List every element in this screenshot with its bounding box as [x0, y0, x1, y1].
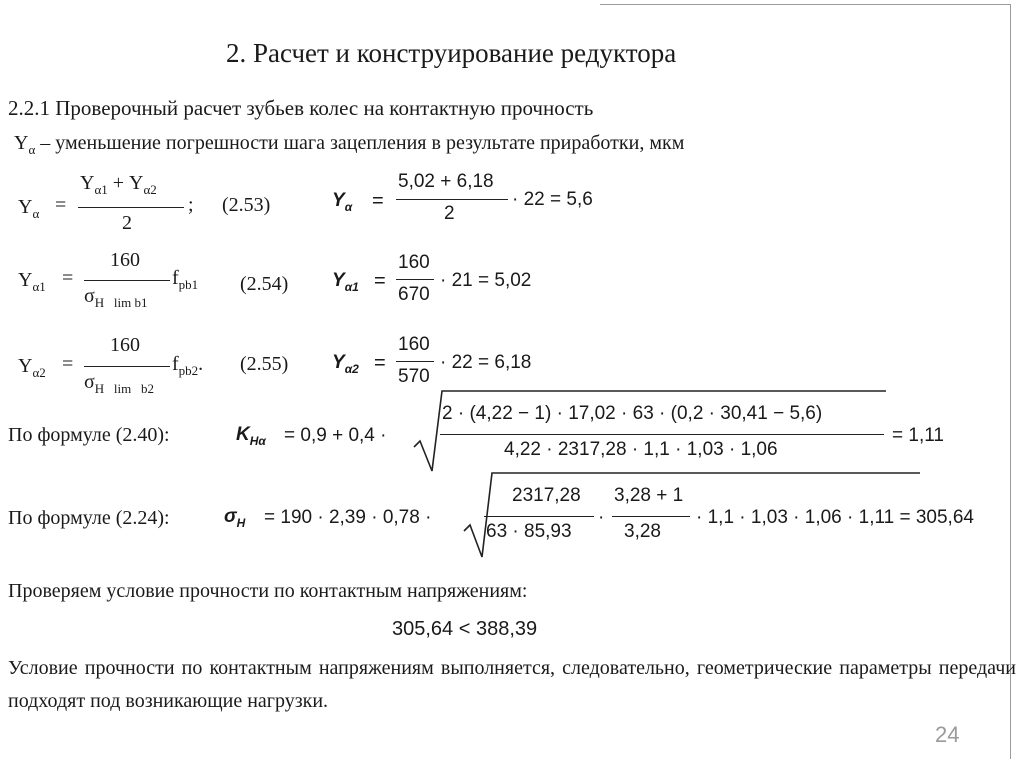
- f254-lhs-symbol: Y: [18, 269, 33, 291]
- f240-lhs-sub: Hα: [249, 433, 266, 448]
- f255-fraction-bar: [84, 366, 170, 367]
- f255-numerator: 160: [110, 334, 140, 356]
- f240-radical-sign: [412, 389, 888, 475]
- slide-frame-right: [1010, 4, 1011, 759]
- conclusion-paragraph: Условие прочности по контактным напряжениям выполняется, следовательно, геометрические параметры передачи подходят под возникающие нагрузки.: [8, 657, 1016, 712]
- f255-den-sub: H lim b2: [94, 381, 155, 396]
- f255-denominator: [84, 371, 154, 397]
- f224-frac2-bar: [612, 516, 690, 517]
- f253-num-b: Y: [129, 172, 144, 194]
- f224-frac1-denominator: 63 · 85,93: [486, 521, 572, 542]
- page-title: 2. Расчет и конструирование редуктора: [226, 38, 677, 68]
- c255-equals: =: [374, 352, 386, 374]
- f253-fraction-bar: [78, 207, 184, 208]
- f253-equals: =: [55, 194, 67, 216]
- c253-denominator: 2: [444, 203, 455, 224]
- f255-lhs: [18, 355, 46, 381]
- intro-symbol-sub: α: [28, 142, 36, 157]
- f255-dot: .: [198, 353, 204, 375]
- intro-symbol: Y: [14, 132, 29, 154]
- intro-line: [14, 132, 684, 158]
- f254-den-sub: H lim b1: [94, 295, 148, 310]
- f253-num-a-sub: α1: [94, 182, 108, 197]
- c255-numerator: 160: [398, 334, 430, 355]
- c255-lhs: [332, 352, 359, 376]
- c255-denominator: 570: [398, 366, 430, 387]
- f240-numerator: 2 · (4,22 − 1) · 17,02 · 63 · (0,2 · 30,41 − 5,6): [442, 403, 823, 424]
- c253-equals: =: [372, 190, 384, 212]
- f240-result: = 1,11: [892, 425, 944, 446]
- f224-mid-dot: ·: [598, 507, 605, 528]
- c253-fraction-bar: [396, 199, 508, 200]
- f253-lhs: [18, 196, 39, 222]
- f224-tail: · 1,1 · 1,03 · 1,06 · 1,11 = 305,64: [696, 507, 974, 528]
- f224-prefix: = 190 · 2,39 · 0,78 ·: [264, 507, 432, 528]
- f254-lhs: [18, 269, 46, 295]
- c254-lhs-sub: α1: [344, 279, 359, 294]
- f224-lhs-symbol: σ: [224, 506, 237, 527]
- f253-denominator: 2: [122, 212, 132, 234]
- c254-equals: =: [374, 270, 386, 292]
- f253-num-b-sub: α2: [143, 182, 157, 197]
- f240-fraction-bar: [440, 434, 884, 435]
- f255-equals: =: [62, 353, 74, 375]
- intro-text: – уменьшение погрешности шага зацепления в результате приработки, мкм: [35, 132, 685, 154]
- f254-equals: =: [62, 267, 74, 289]
- f224-frac1-bar: [484, 516, 594, 517]
- c254-result: · 21 = 5,02: [440, 270, 532, 291]
- f224-frac2-denominator: 3,28: [624, 521, 661, 542]
- f254-f-sub: pb1: [178, 277, 199, 292]
- f253-plus: +: [112, 172, 125, 194]
- f255-f-term: [172, 353, 203, 379]
- f253-ref: (2.53): [222, 194, 271, 216]
- f254-denominator: [84, 285, 148, 311]
- f224-frac1-numerator: 2317,28: [512, 485, 581, 506]
- f255-f-symbol: f: [172, 353, 179, 375]
- f224-lhs-sub: H: [236, 515, 246, 530]
- c253-result: · 22 = 5,6: [512, 189, 593, 210]
- f253-numerator: [80, 172, 157, 198]
- page-number: 24: [935, 722, 960, 747]
- c255-result: · 22 = 6,18: [440, 352, 532, 373]
- f224-frac2-numerator: 3,28 + 1: [614, 485, 684, 506]
- f240-lhs-symbol: K: [236, 424, 250, 445]
- c254-numerator: 160: [398, 252, 430, 273]
- c254-lhs-symbol: Y: [332, 270, 345, 291]
- f224-lhs: [224, 506, 245, 530]
- c254-fraction-bar: [396, 279, 434, 280]
- f254-ref: (2.54): [240, 273, 289, 295]
- f254-f-term: [172, 267, 198, 293]
- f253-lhs-symbol: Y: [18, 196, 33, 218]
- f255-lhs-sub: α2: [32, 365, 46, 380]
- inequality: 305,64 < 388,39: [392, 618, 538, 640]
- f240-label: По формуле (2.40):: [8, 424, 170, 446]
- f224-label: По формуле (2.24):: [8, 507, 170, 529]
- f255-lhs-symbol: Y: [18, 355, 33, 377]
- c253-lhs: [332, 190, 352, 214]
- f253-semicolon: ;: [188, 194, 194, 216]
- f254-lhs-sub: α1: [32, 279, 46, 294]
- check-text: Проверяем условие прочности по контактным напряжениям:: [8, 580, 528, 602]
- c253-lhs-sub: α: [344, 199, 353, 214]
- c254-lhs: [332, 270, 359, 294]
- f254-numerator: 160: [110, 249, 140, 271]
- f255-f-sub: pb2: [178, 363, 199, 378]
- f240-lhs: [236, 424, 266, 448]
- c254-denominator: 670: [398, 284, 430, 305]
- f254-f-symbol: f: [172, 267, 179, 289]
- f255-ref: (2.55): [240, 353, 289, 375]
- f240-denominator: 4,22 · 2317,28 · 1,1 · 1,03 · 1,06: [504, 439, 778, 460]
- slide-frame-top: [600, 4, 1010, 5]
- c253-lhs-symbol: Y: [332, 190, 345, 211]
- f255-den-symbol: σ: [84, 371, 95, 393]
- section-subtitle: 2.2.1 Проверочный расчет зубьев колес на контактную прочность: [8, 96, 594, 120]
- c253-numerator: 5,02 + 6,18: [398, 171, 494, 192]
- c255-fraction-bar: [396, 361, 434, 362]
- c255-lhs-sub: α2: [344, 361, 359, 376]
- f253-lhs-sub: α: [32, 206, 40, 221]
- f254-fraction-bar: [84, 280, 170, 281]
- f240-prefix: = 0,9 + 0,4 ·: [284, 425, 387, 446]
- f254-den-symbol: σ: [84, 285, 95, 307]
- c255-lhs-symbol: Y: [332, 352, 345, 373]
- f253-num-a: Y: [80, 172, 95, 194]
